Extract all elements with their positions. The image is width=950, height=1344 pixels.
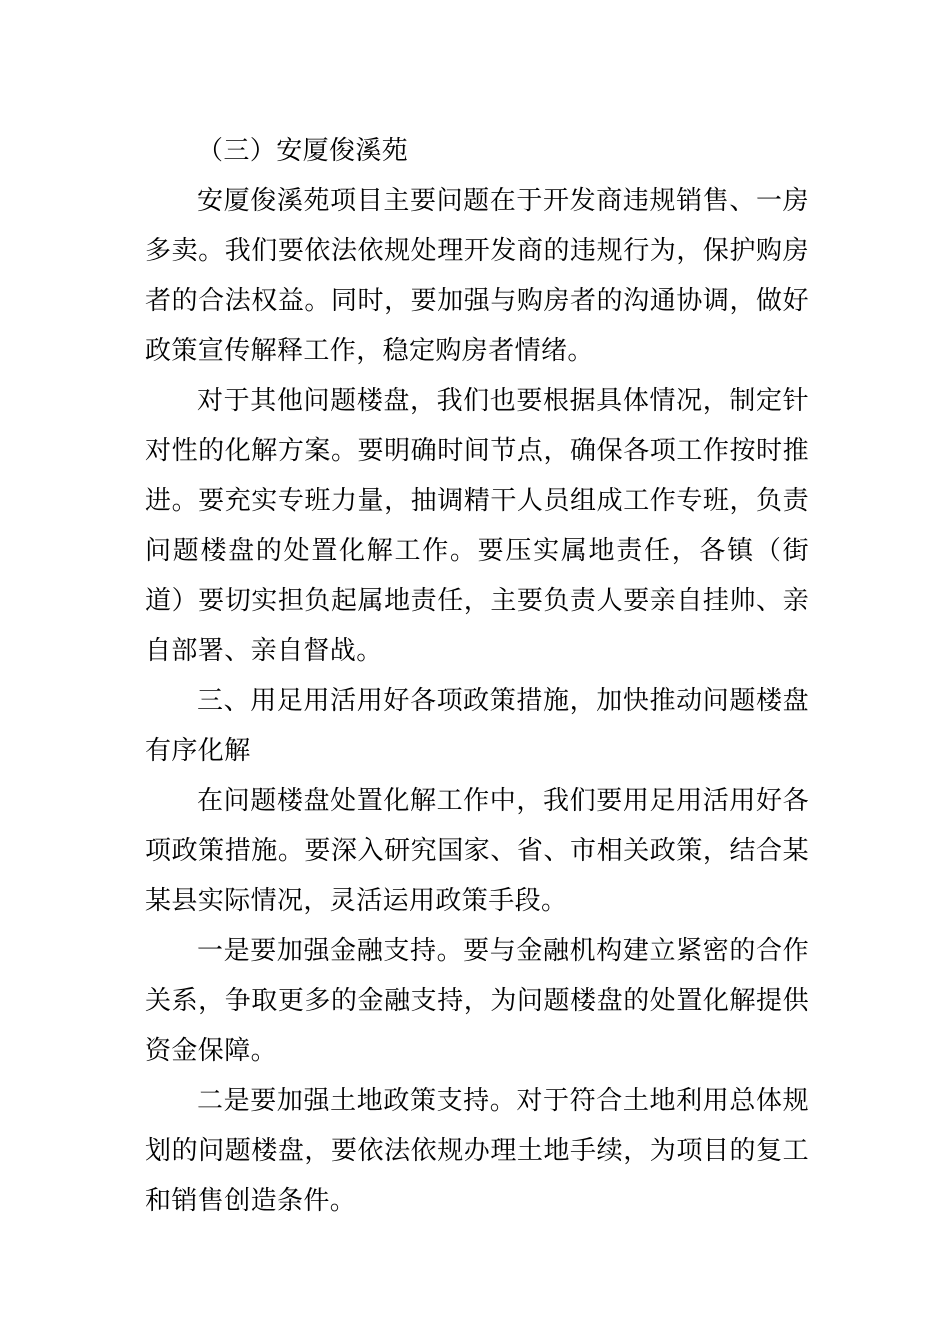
paragraph-other-projects: 对于其他问题楼盘，我们也要根据具体情况，制定针对性的化解方案。要明确时间节点，确保各项工作按时推进。要充实专班力量，抽调精干人员组成工作专班，负责问题楼盘的处置化解工作。要压实属地责任，各镇（街道）要切实担负起属地责任，主要负责人要亲自挂帅、亲自部署、亲自督战。	[145, 386, 809, 666]
section-heading-anxia-junxiyuan: （三）安厦俊溪苑	[197, 136, 409, 166]
paragraph-land-policy-support: 二是要加强土地政策支持。对于符合土地利用总体规划的问题楼盘，要依法依规办理土地手续，为项目的复工和销售创造条件。	[145, 1086, 809, 1216]
paragraph-policy-intro: 在问题楼盘处置化解工作中，我们要用足用活用好各项政策措施。要深入研究国家、省、市相关政策，结合某某县实际情况，灵活运用政策手段。	[145, 786, 809, 916]
document-body	[145, 126, 809, 1226]
paragraph-financial-support: 一是要加强金融支持。要与金融机构建立紧密的合作关系，争取更多的金融支持，为问题楼盘的处置化解提供资金保障。	[145, 936, 809, 1066]
section-heading-policy-measures: 三、用足用活用好各项政策措施，加快推动问题楼盘有序化解	[145, 686, 809, 766]
paragraph-anxia-issue: 安厦俊溪苑项目主要问题在于开发商违规销售、一房多卖。我们要依法依规处理开发商的违规行为，保护购房者的合法权益。同时，要加强与购房者的沟通协调，做好政策宣传解释工作，稳定购房者情绪。	[145, 186, 809, 366]
